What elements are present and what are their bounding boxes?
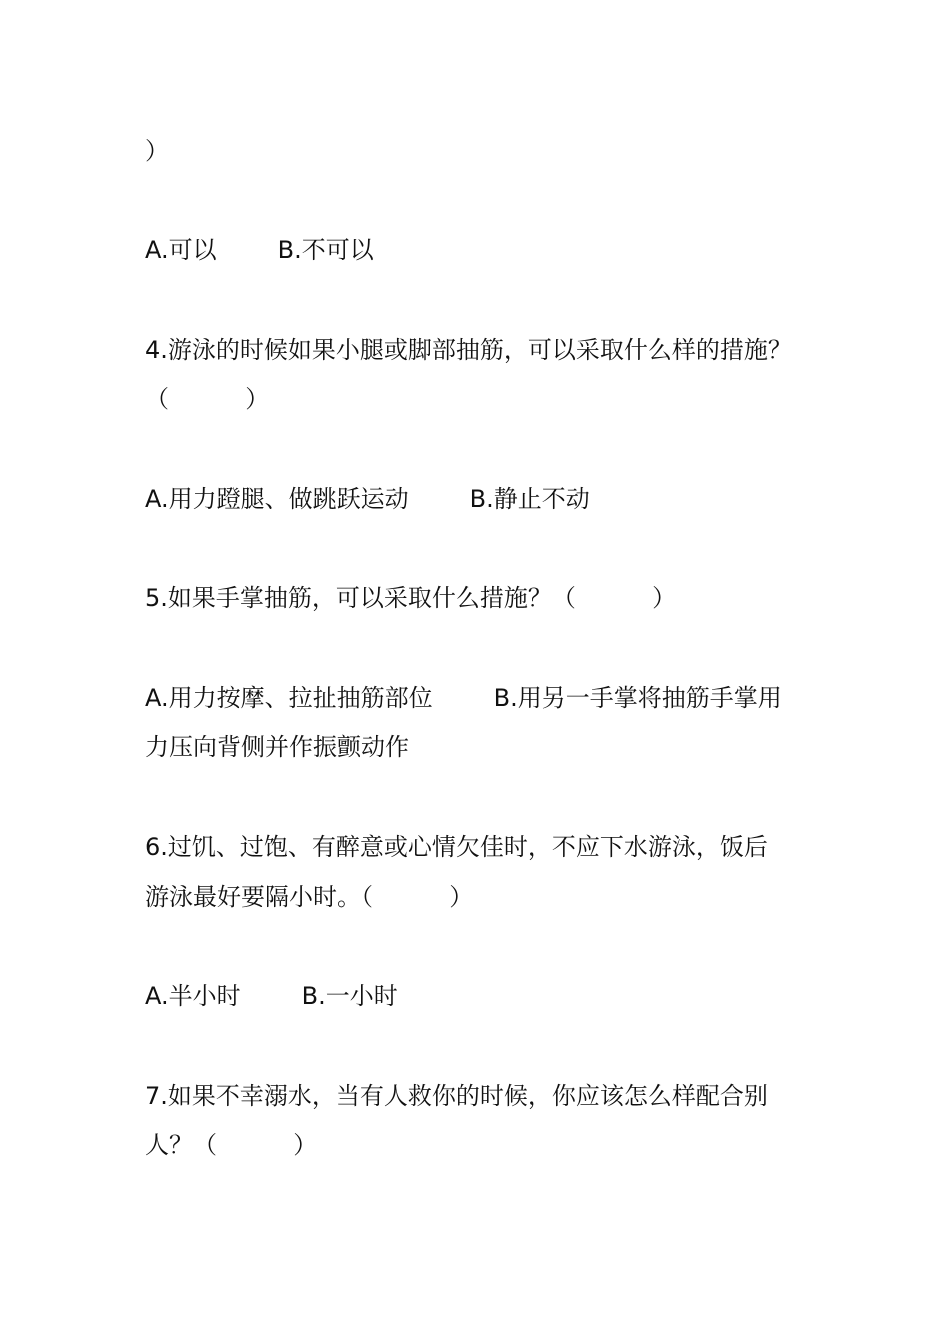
q4-answer-blank: （ ）	[145, 385, 270, 413]
q6-question-line2: 游泳最好要隔小时。（ ）	[145, 883, 474, 911]
q7-question-line1: 7.如果不幸溺水，当有人救你的时候，你应该怎么样配合别	[145, 1082, 768, 1110]
q3-options: A.可以 B.不可以	[145, 236, 374, 264]
q6-options: A.半小时 B.一小时	[145, 982, 398, 1010]
q6-question-line1: 6.过饥、过饱、有醉意或心情欠佳时，不应下水游泳，饭后	[145, 833, 768, 861]
q5-question: 5.如果手掌抽筋，可以采取什么措施？（ ）	[145, 584, 677, 612]
q4-question: 4.游泳的时候如果小腿或脚部抽筋，可以采取什么样的措施？	[145, 336, 792, 364]
q7-question-line2: 人？（ ）	[145, 1131, 318, 1159]
q5-options-line1: A.用力按摩、拉扯抽筋部位 B.用另一手掌将抽筋手掌用	[145, 684, 782, 712]
q3-answer-paren-close: ）	[145, 137, 169, 165]
q4-options: A.用力蹬腿、做跳跃运动 B.静止不动	[145, 485, 590, 513]
q5-options-line2: 力压向背侧并作振颤动作	[145, 733, 409, 761]
